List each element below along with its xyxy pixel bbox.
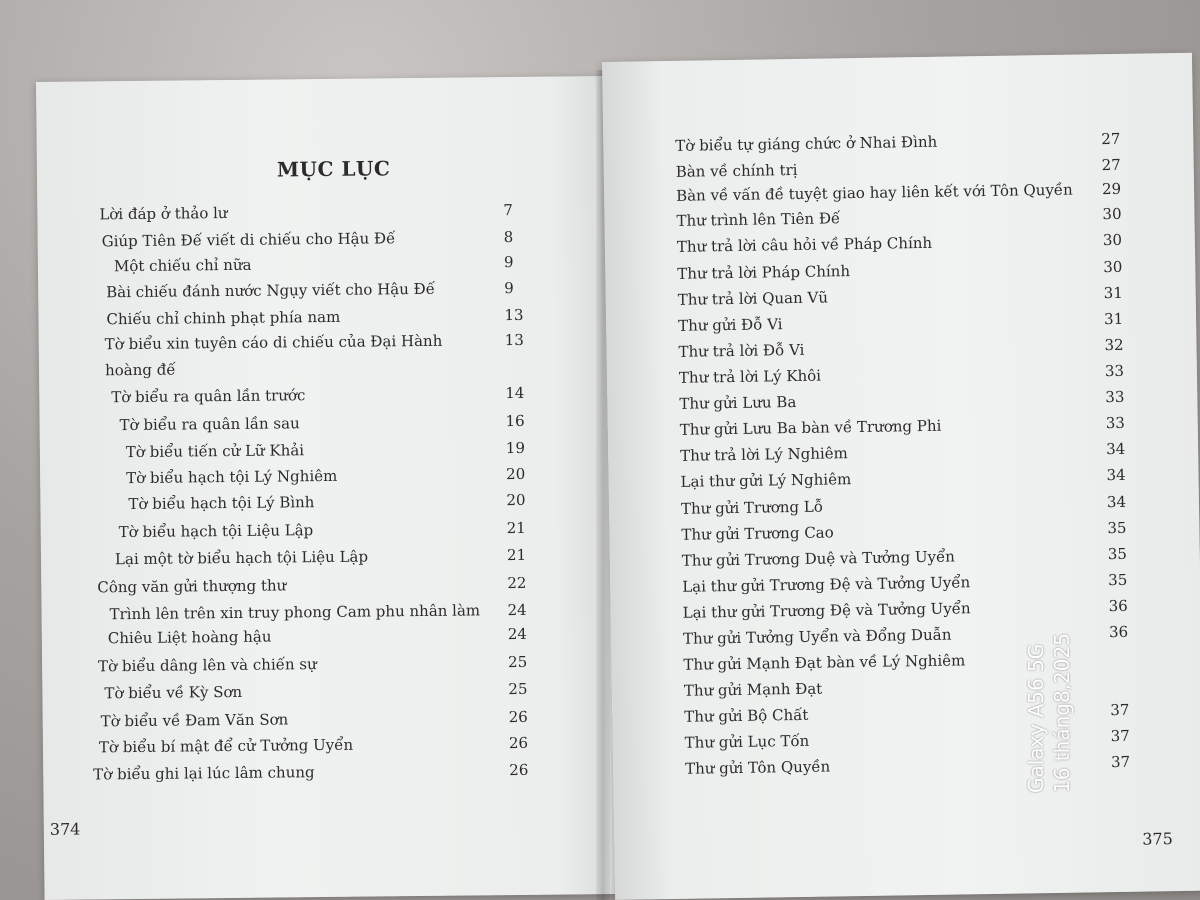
toc-entry-title: Thư gửi Mạnh Đạt bàn về Lý Nghiêm [683, 651, 966, 674]
toc-entry [114, 547, 369, 569]
toc-entry [104, 682, 243, 703]
toc-entry-page: 33 [1104, 361, 1125, 381]
toc-entry [128, 495, 314, 512]
toc-entry-title: Bài chiếu đánh nước Ngụy viết cho Hậu Đế [106, 279, 436, 302]
toc-entry-title: Một chiếu chỉ nữa [113, 255, 252, 276]
toc-entry [678, 317, 783, 334]
left-page-number: 374 [49, 819, 81, 839]
toc-entry-page: 9 [504, 279, 514, 298]
toc-entry-page: 36 [1108, 622, 1129, 642]
toc-entry-title: Tờ biểu dâng lên và chiến sự [98, 655, 317, 676]
right-page-number: 375 [1142, 829, 1173, 849]
toc-entry-page: 37 [1110, 700, 1130, 720]
toc-entry-title: Thư gửi Lục Tốn [684, 731, 810, 752]
toc-entry-page: 35 [1108, 570, 1128, 590]
toc-entry [675, 180, 1073, 205]
toc-entry-page: 30 [1103, 257, 1123, 277]
toc-entry-title: Tờ biểu xin tuyên cáo di chiếu của Đại Hành [104, 331, 443, 354]
toc-entry-title: Tờ biểu ghi lại lúc lâm chung [93, 763, 315, 784]
toc-entry [126, 466, 338, 488]
toc-entry [98, 735, 354, 757]
toc-entry [676, 233, 933, 256]
toc-entry-title: Thư trả lời Pháp Chính [677, 262, 851, 283]
toc-entry [680, 497, 824, 518]
toc-entry-title: Thư trả lời Lý Nghiêm [680, 444, 848, 465]
toc-entry-title: Tờ biểu bí mật để cử Tưởng Uyển [98, 735, 354, 757]
toc-entry-page: 27 [1101, 129, 1121, 149]
watermark-device: Galaxy A56 5G [1024, 643, 1048, 793]
toc-entry-page: 35 [1107, 518, 1127, 538]
toc-entry [684, 757, 831, 778]
toc-entry-page: 37 [1110, 752, 1131, 772]
toc-entry-page: 9 [503, 253, 514, 272]
toc-entry [119, 523, 314, 540]
toc-entry-page: 24 [507, 624, 527, 644]
toc-entry-page: 31 [1103, 283, 1123, 303]
toc-entry-page: 20 [506, 490, 526, 510]
toc-entry [678, 366, 822, 387]
toc-entry-page: 25 [508, 652, 528, 672]
toc-entry-page: 13 [504, 305, 524, 325]
toc-entry [682, 625, 952, 648]
toc-entry-title: Lại thư gửi Lý Nghiêm [680, 470, 852, 491]
toc-entry-title: Tờ biểu hạch tội Lý Nghiêm [126, 466, 338, 488]
toc-entry-title: Thư gửi Trương Lỗ [680, 497, 824, 518]
toc-entry-page: 26 [508, 733, 529, 753]
toc-entry-title: Thư gửi Lưu Ba [679, 392, 797, 413]
toc-entry [680, 472, 851, 490]
toc-entry-title: Thư trả lời Đỗ Vi [678, 340, 805, 361]
toc-entry-title: Thư gửi Bộ Chất [684, 705, 809, 726]
toc-entry-page: 13 [504, 330, 524, 350]
toc-entry [683, 653, 965, 672]
toc-entry [676, 211, 840, 229]
toc-entry-title: Lời đáp ở thảo lư [99, 204, 228, 224]
toc-entry-page: 34 [1106, 439, 1126, 459]
toc-entry-title: Thư trả lời Quan Vũ [677, 288, 829, 309]
toc-entry-page: 34 [1106, 465, 1126, 485]
toc-entry-title: Tờ biểu tiến cử Lữ Khải [125, 441, 305, 462]
toc-entry-page: 7 [503, 201, 514, 220]
toc-entry-title: Thư gửi Tôn Quyền [684, 757, 831, 778]
toc-entry-page: 21 [506, 545, 527, 565]
toc-entry-title: Thư trả lời Lý Khôi [678, 366, 822, 387]
toc-entry [111, 388, 305, 405]
toc-entry [104, 331, 443, 354]
toc-entry-page: 25 [508, 679, 528, 699]
toc-entry-title: Giúp Tiên Đế viết di chiếu cho Hậu Đế [101, 229, 396, 251]
toc-entry-title: hoàng đế [104, 360, 176, 380]
toc-entry-title: Thư gửi Tưởng Uyển và Đổng Duẫn [682, 625, 952, 648]
toc-entry [677, 264, 850, 282]
toc-entry-page: 33 [1105, 387, 1125, 407]
toc-entry-title: Chiếu chỉ chinh phạt phía nam [106, 307, 341, 329]
toc-entry-page: 31 [1103, 309, 1124, 329]
toc-entry-page: 29 [1101, 179, 1122, 199]
toc-entry [683, 679, 823, 700]
toc-entry-page: 26 [509, 760, 529, 780]
toc-entry-page: 37 [1110, 726, 1130, 746]
toc-entry-title: Bàn về chính trị [675, 160, 798, 181]
toc-entry-title: Tờ biểu hạch tội Lý Bình [128, 493, 315, 514]
toc-entry-title: Công văn gửi thượng thư [97, 576, 287, 597]
left-page [36, 76, 617, 900]
page-title: MỤC LỤC [276, 156, 391, 182]
toc-entry [106, 279, 436, 302]
toc-entry [107, 627, 272, 648]
toc-entry [681, 525, 833, 542]
toc-entry-title: Thư trả lời câu hỏi về Pháp Chính [676, 233, 933, 256]
camera-watermark [1023, 603, 1083, 793]
toc-entry-title: Tờ biểu hạch tội Liệu Lập [118, 521, 314, 542]
toc-entry-page: 19 [505, 438, 526, 458]
toc-entry [120, 416, 300, 433]
toc-entry-title: Thư gửi Lưu Ba bàn về Trương Phi [679, 416, 942, 439]
toc-entry-title: Tờ biểu về Kỳ Sơn [104, 682, 243, 703]
toc-entry [99, 206, 227, 222]
toc-entry-page: 36 [1108, 596, 1128, 616]
toc-entry-title: Tờ biểu ra quân lần sau [119, 414, 300, 435]
toc-entry [113, 255, 252, 276]
toc-entry [683, 601, 971, 621]
toc-entry-title: Tờ biểu về Đam Văn Sơn [100, 710, 289, 731]
toc-entry-title: Chiêu Liệt hoàng hậu [107, 627, 272, 648]
watermark-date: 16 tháng8,2025 [1050, 633, 1074, 793]
toc-entry [110, 603, 481, 622]
toc-entry-page: 20 [506, 464, 526, 484]
toc-entry [97, 578, 286, 595]
toc-entry-title: Thư gửi Trương Cao [681, 523, 834, 544]
toc-entry [93, 765, 314, 782]
toc-entry [679, 416, 942, 439]
toc-entry-page: 27 [1101, 155, 1121, 175]
toc-entry-page: 8 [503, 228, 514, 247]
toc-entry [101, 712, 289, 729]
toc-entry-page: 35 [1107, 544, 1128, 564]
toc-entry-page: 14 [505, 383, 525, 403]
toc-entry [106, 307, 341, 329]
toc-entry-title: Lại thư gửi Trương Đệ và Tưởng Uyển [682, 573, 971, 596]
toc-entry-page: 16 [505, 411, 525, 431]
toc-entry [680, 446, 848, 464]
toc-entry [682, 575, 970, 595]
toc-entry-page: 34 [1106, 492, 1127, 512]
toc-entry-page: 24 [507, 600, 527, 620]
toc-entry-title: Lại thư gửi Trương Đệ và Tưởng Uyển [682, 599, 971, 622]
toc-entry-title: Thư gửi Đỗ Vi [678, 315, 783, 335]
toc-entry [684, 705, 809, 726]
toc-entry-page: 22 [507, 573, 527, 593]
toc-entry [684, 731, 810, 752]
toc-entry [98, 657, 317, 674]
toc-entry-title: Thư trình lên Tiên Đế [676, 209, 841, 230]
toc-entry-title: Lại một tờ biểu hạch tội Liệu Lập [114, 547, 369, 569]
toc-entry [126, 443, 304, 460]
toc-entry-page: 30 [1102, 204, 1122, 224]
toc-entry-title: Bàn về vấn đề tuyệt giao hay liên kết với Tôn Quyền [675, 180, 1073, 205]
toc-entry-page: 26 [508, 707, 528, 727]
toc-entry [681, 547, 956, 570]
toc-entry-page: 32 [1104, 335, 1124, 355]
toc-entry [678, 290, 828, 307]
toc-entry-page: 21 [506, 518, 526, 538]
right-page [602, 53, 1200, 900]
toc-entry [675, 132, 938, 155]
toc-entry [104, 360, 176, 380]
toc-entry-title: Tờ biểu tự giáng chức ở Nhai Đình [675, 132, 938, 155]
toc-entry-title: Tờ biểu ra quân lần trước [111, 386, 306, 407]
toc-entry [675, 160, 798, 181]
toc-entry-title: Trình lên trên xin truy phong Cam phu nhân làm [109, 601, 481, 624]
toc-entry [679, 392, 797, 413]
toc-entry-page: 30 [1102, 230, 1123, 250]
toc-entry [102, 231, 396, 249]
toc-entry [678, 340, 805, 361]
toc-entry-title: Thư gửi Mạnh Đạt [683, 679, 823, 700]
toc-entry-title: Thư gửi Trương Duệ và Tưởng Uyển [681, 547, 956, 570]
toc-entry-page: 33 [1105, 413, 1125, 433]
